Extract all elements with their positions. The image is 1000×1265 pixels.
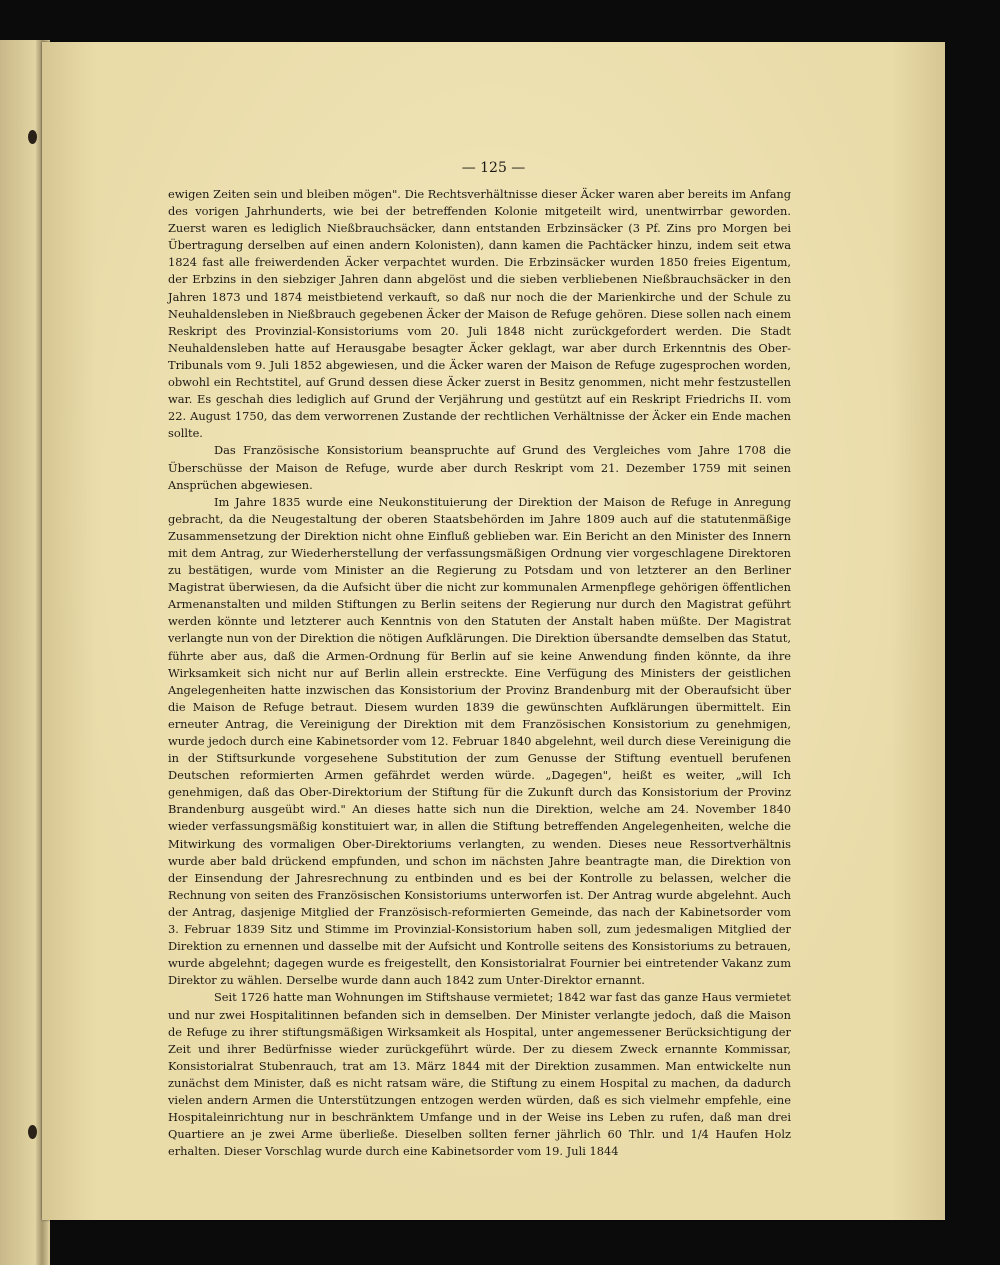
binding-hole-bottom xyxy=(28,1125,37,1139)
book-page xyxy=(42,42,945,1220)
body-text xyxy=(168,186,791,1160)
paragraph-2: Das Französische Konsistorium beanspruchte auf Grund des Vergleiches vom Jahre 1708 die Überschüsse der Maison de Refuge, wurde aber durch Reskript vom 21. Dezember 1759 mit seinen Ansprüchen abgewiesen. xyxy=(168,443,791,492)
paragraph-1: ewigen Zeiten sein und bleiben mögen". Die Rechtsverhältnisse dieser Äcker waren aber bereits im Anfang des vorigen Jahrhunderts, wie bei der betreffenden Kolonie mitgeteilt wird, unentwirrbar geworden. Zuerst waren es lediglich Nießbrauchsäcker, dann entstanden Erbzinsäcker (3 Pf. Zins pro Morgen bei Übertragung derselben auf einen andern Kolonisten), dann kamen die Pachtäcker hinzu, indem seit etwa 1824 fast alle freiwerdenden Äcker verpachtet wurden. Die Erbzinsäcker wurden 1850 freies Eigentum, der Erbzins in den siebziger Jahren dann abgelöst und die sieben verbliebenen Nießbrauchsäcker in den Jahren 1873 und 1874 meistbietend verkauft, so daß nur noch die der Marienkirche und der Schule zu Neuhaldensleben in Nießbrauch gegebenen Äcker der Maison de Refuge gehören. Diese sollen nach einem Reskript des Provinzial-Konsistoriums vom 20. Juli 1848 nicht zurückgefordert werden. Die Stadt Neuhaldensleben hatte auf Herausgabe besagter Äcker geklagt, war aber durch Erkenntnis des Ober-Tribunals vom 9. Juli 1852 abgewiesen, und die Äcker waren der Maison de Refuge zugesprochen worden, obwohl ein Rechtstitel, auf Grund dessen diese Äcker zuerst in Besitz genommen, nicht mehr festzustellen war. Es geschah dies lediglich auf Grund der Verjährung und gestützt auf ein Reskript Friedrichs II. vom 22. August 1750, das dem verworrenen Zustande der rechtlichen Verhältnisse der Äcker ein Ende machen sollte. xyxy=(168,187,791,441)
paragraph-4: Seit 1726 hatte man Wohnungen im Stiftshause vermietet; 1842 war fast das ganze Haus vermietet und nur zwei Hospitalitinnen befanden sich in demselben. Der Minister verlangte jedoch, daß die Maison de Refuge zu ihrer stiftungsmäßigen Wirksamkeit als Hospital, unter angemessener Berücksichtigung der Zeit und ihrer Bedürfnisse wieder zurückgeführt würde. Der zu diesem Zweck ernannte Kommissar, Konsistorialrat Stubenrauch, trat am 13. März 1844 mit der Direktion zusammen. Man entwickelte nun zunächst dem Minister, daß es nicht ratsam wäre, die Stiftung zu einem Hospital zu machen, da dadurch vielen andern Armen die Unterstützungen entzogen werden würden, daß es sich vielmehr empfehle, eine Hospitaleinrichtung nur in beschränktem Umfange und in der Weise ins Leben zu rufen, daß man drei Quartiere an je zwei Arme überließe. Dieselben sollten ferner jährlich 60 Thlr. und 1/4 Haufen Holz erhalten. Dieser Vorschlag wurde durch eine Kabinetsorder vom 19. Juli 1844 xyxy=(168,990,791,1159)
page-number: — 125 — xyxy=(461,160,526,176)
binding-hole-top xyxy=(28,130,37,144)
paragraph-3: Im Jahre 1835 wurde eine Neukonstituierung der Direktion der Maison de Refuge in Anregung gebracht, da die Neugestaltung der oberen Staatsbehörden im Jahre 1809 auch auf die statutenmäßige Zusammensetzung der Direktion nicht ohne Einfluß geblieben war. Ein Bericht an den Minister des Innern mit dem Antrag, zur Wiederherstellung der verfassungsmäßigen Ordnung vier vorgeschlagene Direktoren zu bestätigen, wurde vom Minister an die Regierung zu Potsdam und von letzterer an den Berliner Magistrat überwiesen, da die Aufsicht über die nicht zur kommunalen Armenpflege gehörigen öffentlichen Armenanstalten und milden Stiftungen zu Berlin seitens der Regierung nur durch den Magistrat geführt werden könnte und letzterer auch Kenntnis von den Statuten der Anstalt haben müßte. Der Magistrat verlangte nun von der Direktion die nötigen Aufklärungen. Die Direktion übersandte demselben das Statut, führte aber aus, daß die Armen-Ordnung für Berlin auf sie keine Anwendung finden könnte, da ihre Wirksamkeit sich nicht nur auf Berlin allein erstreckte. Eine Verfügung des Ministers der geistlichen Angelegenheiten hatte inzwischen das Konsistorium der Provinz Brandenburg mit der Oberaufsicht über die Maison de Refuge betraut. Diesem wurden 1839 die gewünschten Aufklärungen übermittelt. Ein erneuter Antrag, die Vereinigung der Direktion mit dem Französischen Konsistorium zu genehmigen, wurde jedoch durch eine Kabinetsorder vom 12. Februar 1840 abgelehnt, weil durch diese Vereinigung die in der Stiftsurkunde vorgesehene Substitution der zum Genusse der Stiftung eventuell berufenen Deutschen reformierten Armen gefährdet werden würde. „Dagegen", heißt es weiter, „will Ich genehmigen, daß das Ober-Direktorium der Stiftung für die Zukunft durch das Konsistorium der Provinz Brandenburg ausgeübt wird." An dieses hatte sich nun die Direktion, welche am 24. November 1840 wieder verfassungsmäßig konstituiert war, in allen die Stiftung betreffenden Angelegenheiten, welche die Mitwirkung des vormaligen Ober-Direktoriums verlangten, zu wenden. Dieses neue Ressortverhältnis wurde aber bald drückend empfunden, und schon im nächsten Jahre beantragte man, die Direktion von der Einsendung der Jahresrechnung zu entbinden und es bei der Kontrolle zu belassen, welcher die Rechnung von seiten des Französischen Konsistoriums unterworfen ist. Der Antrag wurde abgelehnt. Auch der Antrag, dasjenige Mitglied der Französisch-reformierten Gemeinde, das nach der Kabinetsorder vom 3. Februar 1839 Sitz und Stimme im Provinzial-Konsistorium haben soll, zum jedesmaligen Mitglied der Direktion zu ernennen und dasselbe mit der Aufsicht und Kontrolle seitens des Konsistoriums zu betrauen, wurde abgelehnt; dagegen wurde es freigestellt, den Konsistorialrat Fournier bei eintretender Vakanz zum Direktor zu wählen. Derselbe wurde dann auch 1842 zum Unter-Direktor ernannt. xyxy=(168,494,791,988)
